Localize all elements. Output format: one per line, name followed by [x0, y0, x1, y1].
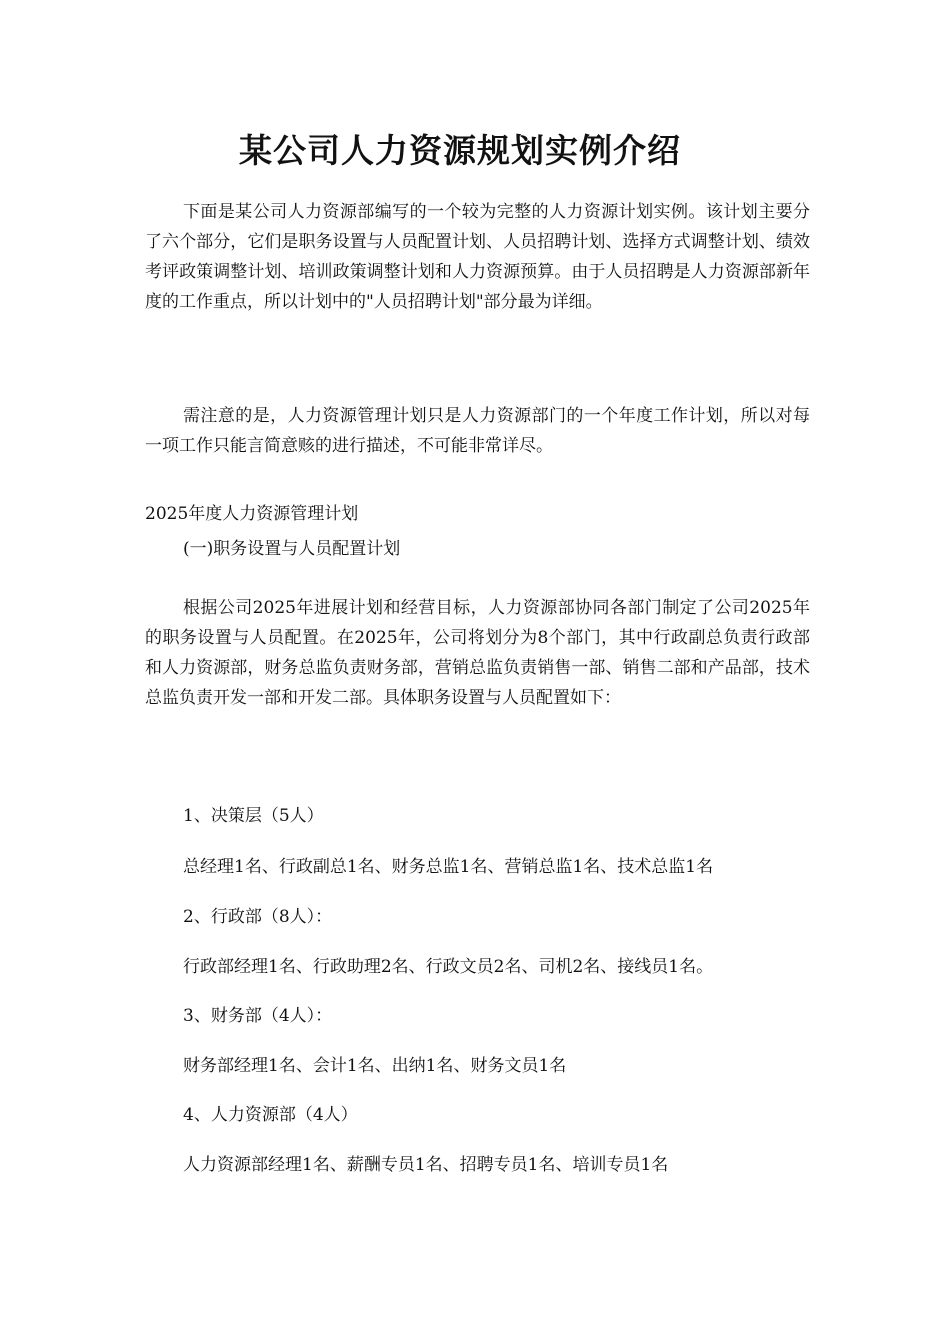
plan-heading: 2025年度人力资源管理计划 [145, 504, 359, 524]
department-detail-hr: 人力资源部经理1名、薪酬专员1名、招聘专员1名、培训专员1名 [183, 1155, 669, 1175]
note-paragraph: 需注意的是，人力资源管理计划只是人力资源部门的一个年度工作计划，所以对每一项工作只能言简意赅的进行描述，不可能非常详尽。 [145, 406, 810, 456]
department-heading-decision: 1、决策层（5人） [183, 806, 324, 826]
department-detail-finance: 财务部经理1名、会计1名、出纳1名、财务文员1名 [183, 1056, 567, 1076]
department-heading-admin: 2、行政部（8人）： [183, 907, 333, 927]
section-heading: (一)职务设置与人员配置计划 [183, 539, 401, 559]
department-heading-finance: 3、财务部（4人）： [183, 1006, 333, 1026]
page-title: 某公司人力资源规划实例介绍 [239, 131, 681, 170]
department-detail-decision: 总经理1名、行政副总1名、财务总监1名、营销总监1名、技术总监1名 [183, 857, 714, 877]
department-detail-admin: 行政部经理1名、行政助理2名、行政文员2名、司机2名、接线员1名。 [183, 957, 714, 977]
department-heading-hr: 4、人力资源部（4人） [183, 1105, 358, 1125]
section-paragraph: 根据公司2025年进展计划和经营目标，人力资源部协同各部门制定了公司2025年的职务设置与人员配置。在2025年，公司将划分为8个部门，其中行政副总负责行政部和人力资源部，财务总监负责财务部，营销总监负责销售一部、销售二部和产品部，技术总监负责开发一部和开发二部。具体职务设置与人员配置如下： [145, 598, 810, 708]
intro-paragraph: 下面是某公司人力资源部编写的一个较为完整的人力资源计划实例。该计划主要分了六个部分，它们是职务设置与人员配置计划、人员招聘计划、选择方式调整计划、绩效考评政策调整计划、培训政策调整计划和人力资源预算。由于人员招聘是人力资源部新年度的工作重点，所以计划中的"人员招聘计划"部分最为详细。 [145, 202, 810, 312]
